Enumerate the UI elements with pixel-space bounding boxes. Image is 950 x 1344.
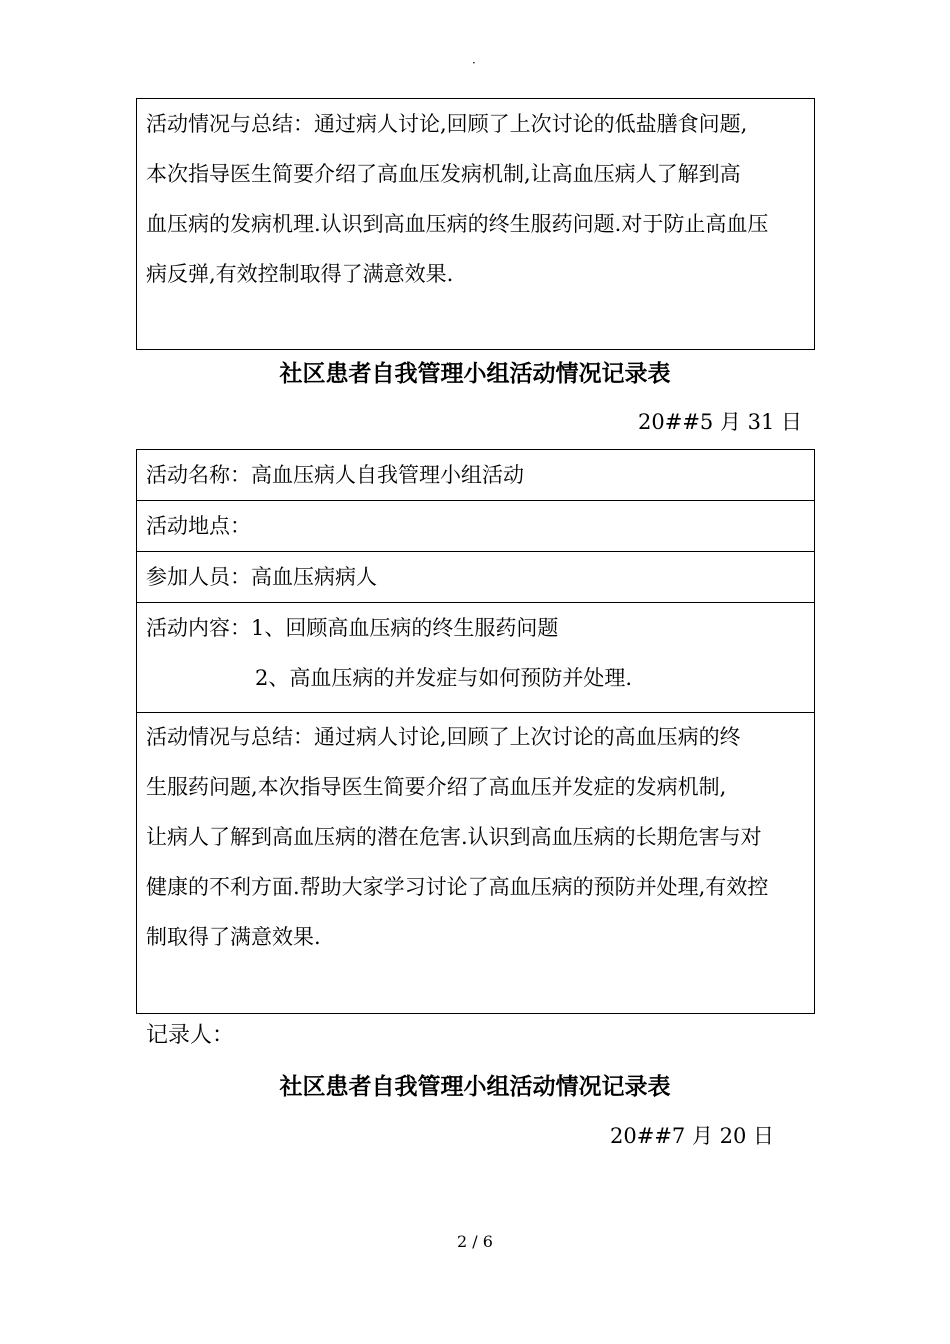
content-line: 活动内容：1、回顾高血压病的终生服药问题 <box>146 616 559 640</box>
summary-line: 让病人了解到高血压病的潜在危害.认识到高血压病的长期危害与对 <box>146 825 762 849</box>
summary-line: 健康的不利方面.帮助大家学习讨论了高血压病的预防并处理,有效控 <box>146 875 769 899</box>
form-title: 社区患者自我管理小组活动情况记录表 <box>279 360 671 387</box>
summary-line: 本次指导医生简要介绍了高血压发病机制,让高血压病人了解到高 <box>146 162 741 186</box>
header-mark: · <box>472 56 476 70</box>
summary-line: 活动情况与总结：通过病人讨论,回顾了上次讨论的低盐膳食问题, <box>146 112 748 136</box>
content-line: 2、高血压病的并发症与如何预防并处理. <box>255 666 633 690</box>
summary-line: 生服药问题,本次指导医生简要介绍了高血压并发症的发病机制, <box>146 775 727 799</box>
summary-line: 制取得了满意效果. <box>146 925 321 949</box>
page-number: 2 / 6 <box>457 1232 493 1251</box>
form-title: 社区患者自我管理小组活动情况记录表 <box>279 1073 671 1100</box>
record-table <box>136 449 815 1014</box>
form-date: 20##7 月 20 日 <box>610 1124 775 1148</box>
row-activity-name <box>137 450 814 501</box>
summary-line: 血压病的发病机理.认识到高血压病的终生服药问题.对于防止高血压 <box>146 212 769 236</box>
participants-text: 参加人员：高血压病病人 <box>146 565 377 589</box>
summary-line: 病反弹,有效控制取得了满意效果. <box>146 262 454 286</box>
row-participants <box>137 552 814 603</box>
row-summary <box>137 713 814 1013</box>
activity-name-text: 活动名称：高血压病人自我管理小组活动 <box>146 463 524 487</box>
location-text: 活动地点： <box>146 514 251 538</box>
form-date: 20##5 月 31 日 <box>638 410 803 434</box>
summary-box-previous <box>136 98 815 350</box>
recorder-label: 记录人： <box>146 1023 235 1048</box>
row-location <box>137 501 814 552</box>
summary-line: 活动情况与总结：通过病人讨论,回顾了上次讨论的高血压病的终 <box>146 725 741 749</box>
row-content <box>137 603 814 713</box>
